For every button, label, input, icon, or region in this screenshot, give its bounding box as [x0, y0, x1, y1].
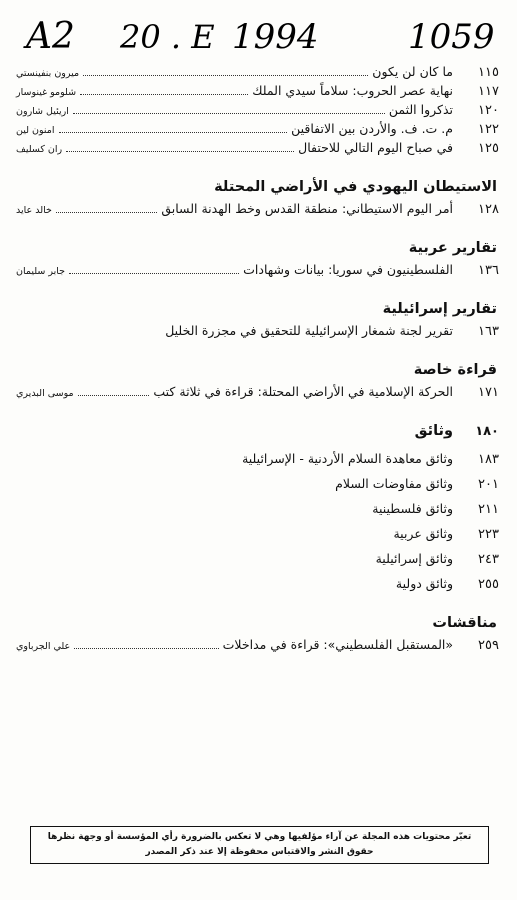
section-heading: مناقشات	[432, 615, 497, 631]
leader-dots	[73, 113, 385, 114]
page-number: ٢٠١	[478, 477, 499, 492]
section-heading: قراءة خاصة	[413, 362, 497, 378]
toc-entry[interactable]	[16, 451, 499, 470]
entry-author: علي الجرباوي	[16, 641, 71, 652]
entry-title: وثائق دولية	[395, 576, 453, 591]
entry-author: خالد عايد	[16, 205, 52, 216]
entry-author: شلومو غينوسار	[16, 87, 77, 98]
leader-dots	[78, 395, 150, 396]
leader-dots	[66, 151, 294, 152]
entry-title: الحركة الإسلامية في الأراضي المحتلة: قراءة في ثلاثة كتب	[153, 384, 453, 399]
page-number: ١٢٠	[478, 103, 499, 118]
handwritten-ref: A2	[26, 16, 75, 57]
leader-dots	[80, 94, 248, 95]
page-number: ١٢٨	[478, 202, 499, 217]
entry-author: اريئيل شارون	[16, 106, 69, 117]
section-heading: تقارير عربية	[408, 240, 497, 256]
page-number: ٢٥٩	[478, 638, 499, 653]
page-number: ١٢٢	[478, 122, 499, 137]
toc-entry[interactable]	[16, 140, 499, 159]
handwritten-number: 1059	[408, 17, 495, 57]
entry-title: الفلسطينيون في سوريا: بيانات وشهادات	[243, 262, 453, 277]
entry-title: وثائق فلسطينية	[372, 501, 453, 516]
page-number: ١١٧	[478, 84, 499, 99]
entry-title: «المستقبل الفلسطيني»: قراءة في مداخلات	[222, 637, 453, 652]
entry-author: موسى البديري	[16, 388, 74, 399]
toc-entry[interactable]	[16, 121, 499, 140]
toc-entry[interactable]	[16, 551, 499, 570]
table-of-contents	[16, 64, 499, 656]
entry-title: ما كان لن يكون	[372, 64, 453, 79]
disclaimer-box	[30, 826, 489, 864]
handwritten-annotation	[20, 8, 500, 60]
entry-title: تقرير لجنة شمغار الإسرائيلية للتحقيق في مجزرة الخليل	[165, 323, 453, 338]
entry-title: م. ت. ف. والأردن بين الاتفاقين	[291, 121, 453, 136]
entry-author: جابر سليمان	[16, 266, 66, 277]
entry-title: نهاية عصر الحروب: سلاماً سيدي الملك	[252, 83, 453, 98]
entry-title: وثائق معاهدة السلام الأردنية - الإسرائيلية	[242, 451, 453, 466]
page-number: ٢١١	[478, 502, 499, 517]
entry-author: امنون لين	[16, 125, 55, 136]
toc-entry[interactable]	[16, 501, 499, 520]
entry-author: ران كسليف	[16, 144, 63, 155]
toc-entry[interactable]	[16, 576, 499, 595]
page-number: ١٨٠	[475, 424, 499, 439]
entry-title: تذكروا الثمن	[388, 102, 453, 117]
toc-entry[interactable]	[16, 384, 499, 403]
toc-entry[interactable]	[16, 64, 499, 83]
handwritten-date: 20 . E	[120, 18, 215, 56]
handwritten-year: 1994	[232, 17, 319, 57]
toc-entry[interactable]	[16, 476, 499, 495]
leader-dots	[74, 648, 218, 649]
entry-title: في صباح اليوم التالي للاحتفال	[298, 140, 453, 155]
page-number: ٢٥٥	[478, 577, 499, 592]
section-heading: تقارير إسرائيلية	[382, 301, 497, 317]
toc-entry[interactable]	[16, 526, 499, 545]
toc-entry[interactable]	[16, 262, 499, 281]
leader-dots	[56, 212, 157, 213]
entry-title: وثائق عربية	[393, 526, 453, 541]
disclaimer-line: حقوق النشر والاقتباس محفوظة إلا عند ذكر المصدر	[145, 847, 374, 857]
toc-entry[interactable]	[16, 102, 499, 121]
toc-entry[interactable]	[16, 637, 499, 656]
entry-title: وثائق مفاوضات السلام	[335, 476, 453, 491]
leader-dots	[69, 273, 239, 274]
section-heading-documents[interactable]	[16, 423, 499, 445]
entry-author: ميرون بنفينستي	[16, 68, 80, 79]
entry-title: أمر اليوم الاستيطاني: منطقة القدس وخط الهدنة السابق	[161, 201, 453, 216]
toc-entry[interactable]	[16, 83, 499, 102]
page-number: ١٣٦	[478, 263, 499, 278]
page-number: ١٧١	[478, 385, 499, 400]
page-number: ٢٢٣	[478, 527, 499, 542]
disclaimer-line: تعبّر محتويات هذه المجلة عن آراء مؤلفيها وهي لا تعكس بالضرورة رأي المؤسسة أو وجهة نظرها	[47, 832, 472, 842]
entry-title: وثائق إسرائيلية	[375, 551, 453, 566]
leader-dots	[59, 132, 288, 133]
section-heading: وثائق	[414, 423, 453, 439]
page-number: ١٢٥	[478, 141, 499, 156]
leader-dots	[83, 75, 368, 76]
handwritten-header	[20, 8, 500, 60]
page-number: ١١٥	[478, 65, 499, 80]
page-number: ١٨٣	[478, 452, 499, 467]
section-heading: الاستيطان اليهودي في الأراضي المحتلة	[214, 179, 497, 195]
toc-entry[interactable]	[16, 323, 499, 342]
page-number: ١٦٣	[478, 324, 499, 339]
page-number: ٢٤٣	[478, 552, 499, 567]
toc-entry[interactable]	[16, 201, 499, 220]
